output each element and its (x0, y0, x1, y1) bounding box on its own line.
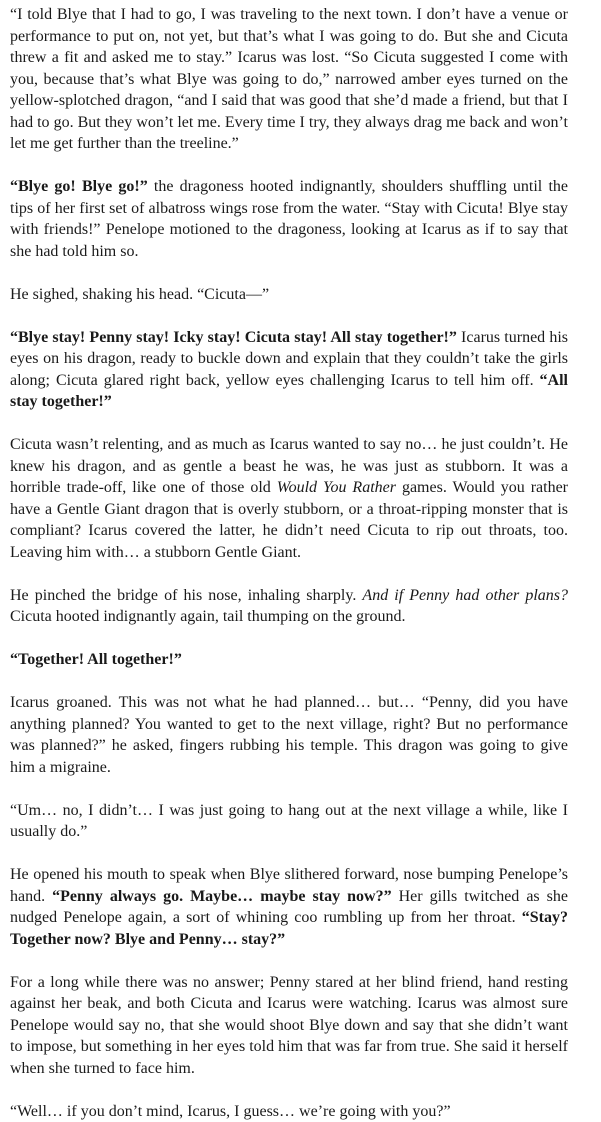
text-run: games. Would you rather have a Gentle Giant dragon that is overly stubborn, or a throat-ripping monster that is compliant? Icarus covered the latter, he didn’t need Cicuta to rip out throats, too. Leaving him with… a stubborn Gentle Giant. (10, 479, 568, 561)
dialogue-bold: “Stay? Together now? Blye and Penny… stay?” (10, 909, 568, 948)
paragraph (10, 176, 568, 262)
text-run: Icarus turned his eyes on his dragon, ready to buckle down and explain that they couldn’t take the girls along; Cicuta glared right back, yellow eyes challenging Icarus to tell him off. (10, 329, 568, 389)
text-run: the dragoness hooted indignantly, shoulders shuffling until the tips of her first set of albatross wings rose from the water. “Stay with Cicuta! Blye stay with friends!” Penelope motioned to the dragoness, looking at Icarus as if to say that she had told him so. (10, 178, 568, 260)
dialogue-bold: “Together! All together!” (10, 651, 182, 668)
dialogue-bold: “All stay together!” (10, 372, 568, 411)
paragraph (10, 284, 568, 306)
paragraph (10, 692, 568, 778)
paragraph (10, 800, 568, 843)
paragraph (10, 434, 568, 563)
text-run: “Well… if you don’t mind, Icarus, I guess… we’re going with you?” (10, 1103, 451, 1120)
emphasis-italic: Would You Rather (277, 479, 396, 496)
text-run: “Um… no, I didn’t… I was just going to hang out at the next village a while, like I usually do.” (10, 802, 568, 841)
text-run: He opened his mouth to speak when Blye slithered forward, nose bumping Penelope’s hand. (10, 866, 568, 905)
paragraph (10, 585, 568, 628)
text-run: Cicuta hooted indignantly again, tail thumping on the ground. (10, 608, 406, 625)
dialogue-bold: “Penny always go. Maybe… maybe stay now?” (52, 888, 391, 905)
paragraph (10, 972, 568, 1080)
paragraph (10, 327, 568, 413)
document-page (10, 4, 568, 1122)
paragraph (10, 1101, 568, 1122)
paragraph (10, 4, 568, 155)
dialogue-bold: “Blye stay! Penny stay! Icky stay! Cicuta stay! All stay together!” (10, 329, 457, 346)
dialogue-bold: “Blye go! Blye go!” (10, 178, 148, 195)
paragraph (10, 649, 568, 671)
text-run: For a long while there was no answer; Penny stared at her blind friend, hand resting against her beak, and both Cicuta and Icarus were watching. Icarus was almost sure Penelope would say no, that she would shoot Blye down and say that she didn’t want to impose, but something in her eyes told him that was far from true. She said it herself when she turned to face him. (10, 974, 568, 1077)
text-run: Her gills twitched as she nudged Penelope again, a sort of whining coo rumbling up from her throat. (10, 888, 568, 927)
text-run: “I told Blye that I had to go, I was traveling to the next town. I don’t have a venue or performance to put on, not yet, but that’s what I was going to do. But she and Cicuta threw a fit and asked me to stay.” Icarus was lost. “So Cicuta suggested I come with you, because that’s what Blye was going to do,” narrowed amber eyes turned on the yellow-splotched dragon, “and I said that was good that she’d made a friend, but that I had to go. But they won’t let me. Every time I try, they always drag me back and won’t let me get further than the treeline.” (10, 6, 568, 152)
text-run: Icarus groaned. This was not what he had planned… but… “Penny, did you have anything planned? You wanted to get to the next village, right? But no performance was planned?” he asked, fingers rubbing his temple. This dragon was going to give him a migraine. (10, 694, 568, 776)
text-run: He sighed, shaking his head. “Cicuta—” (10, 286, 269, 303)
text-run: He pinched the bridge of his nose, inhaling sharply. (10, 587, 362, 604)
emphasis-italic: And if Penny had other plans? (362, 587, 568, 604)
paragraph (10, 864, 568, 950)
text-run: Cicuta wasn’t relenting, and as much as Icarus wanted to say no… he just couldn’t. He knew his dragon, and as gentle a beast he was, he was just as stubborn. It was a horrible trade-off, like one of those old (10, 436, 568, 496)
